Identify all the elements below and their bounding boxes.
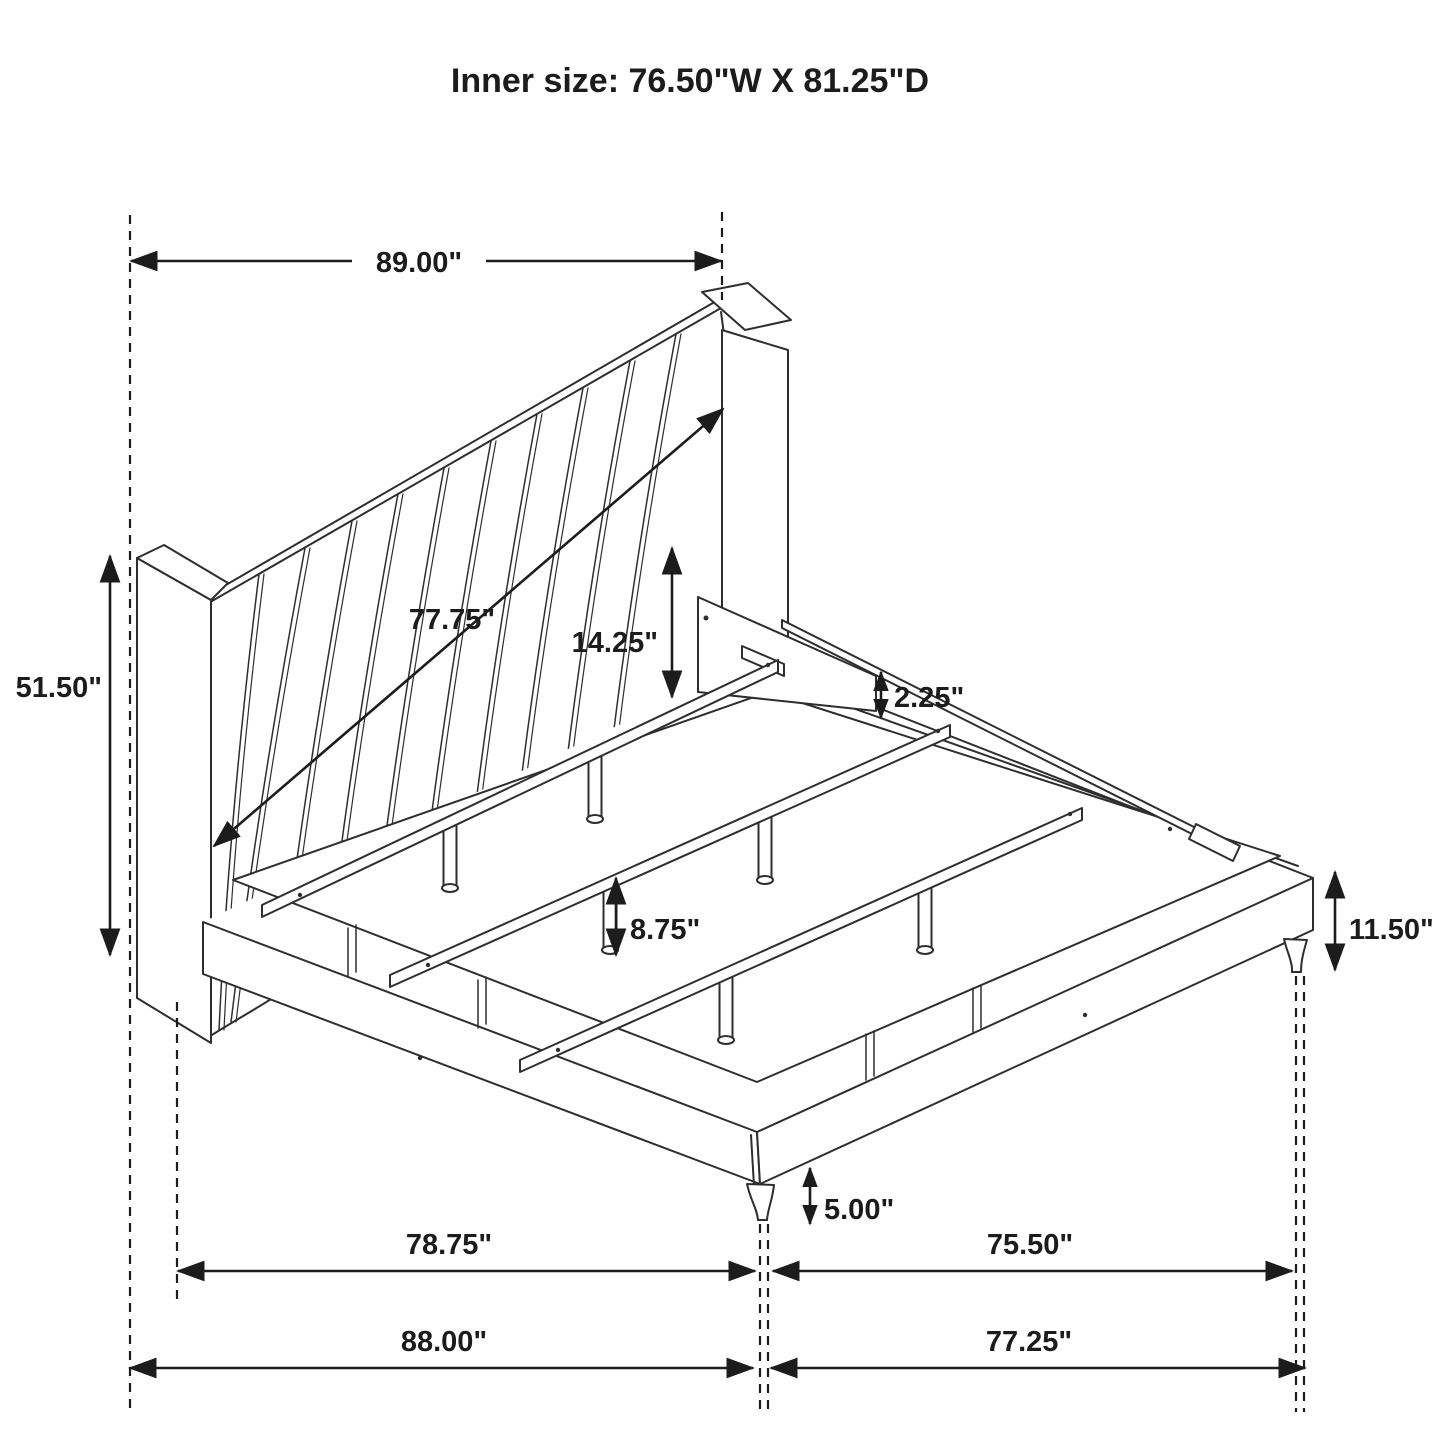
bed-frame-drawing: [137, 283, 1313, 1220]
front-corner-leg: [747, 1184, 774, 1220]
rail-screw-hole: [418, 1056, 422, 1060]
support-leg-foot: [757, 876, 773, 884]
right-corner-leg: [1284, 939, 1307, 972]
dim-label-center-leg-height: 8.75": [630, 914, 701, 946]
slat-screw-hole: [766, 663, 770, 667]
dim-label-inner-depth-left: 78.75": [405, 1229, 493, 1261]
support-leg-foot: [917, 946, 933, 954]
slat-screw-hole: [298, 893, 302, 897]
slat-screw-hole: [1068, 812, 1072, 816]
dim-label-headboard-height: 51.50": [15, 672, 102, 704]
depth-rail-screw-hole: [1168, 827, 1172, 831]
support-leg-foot: [718, 1036, 734, 1044]
dim-label-outer-width-right: 77.25": [985, 1326, 1073, 1358]
dim-label-outer-depth-left: 88.00": [400, 1326, 488, 1358]
dim-label-headboard-clearance: 14.25": [571, 627, 658, 659]
dim-label-slat-rail-thickness: 2.25": [894, 682, 965, 714]
dim-label-inner-width-right: 75.50": [986, 1229, 1074, 1261]
dim-label-side-rail-height: 11.50": [1349, 914, 1434, 946]
dim-label-overall-width: 89.00": [375, 247, 463, 279]
dim-label-headboard-width: 77.75": [408, 604, 496, 636]
page-title: Inner size: 76.50"W X 81.25"D: [450, 62, 930, 100]
support-leg-foot: [587, 815, 603, 823]
slat-screw-hole: [426, 963, 430, 967]
rail-screw-hole: [1083, 1013, 1087, 1017]
slat-screw-hole: [936, 729, 940, 733]
dim-label-front-leg-height: 5.00": [824, 1194, 895, 1226]
headboard-left-post-face: [137, 558, 211, 1043]
bracket-screw-hole: [704, 616, 709, 621]
slat-screw-hole: [556, 1048, 560, 1052]
support-leg-foot: [442, 884, 458, 892]
